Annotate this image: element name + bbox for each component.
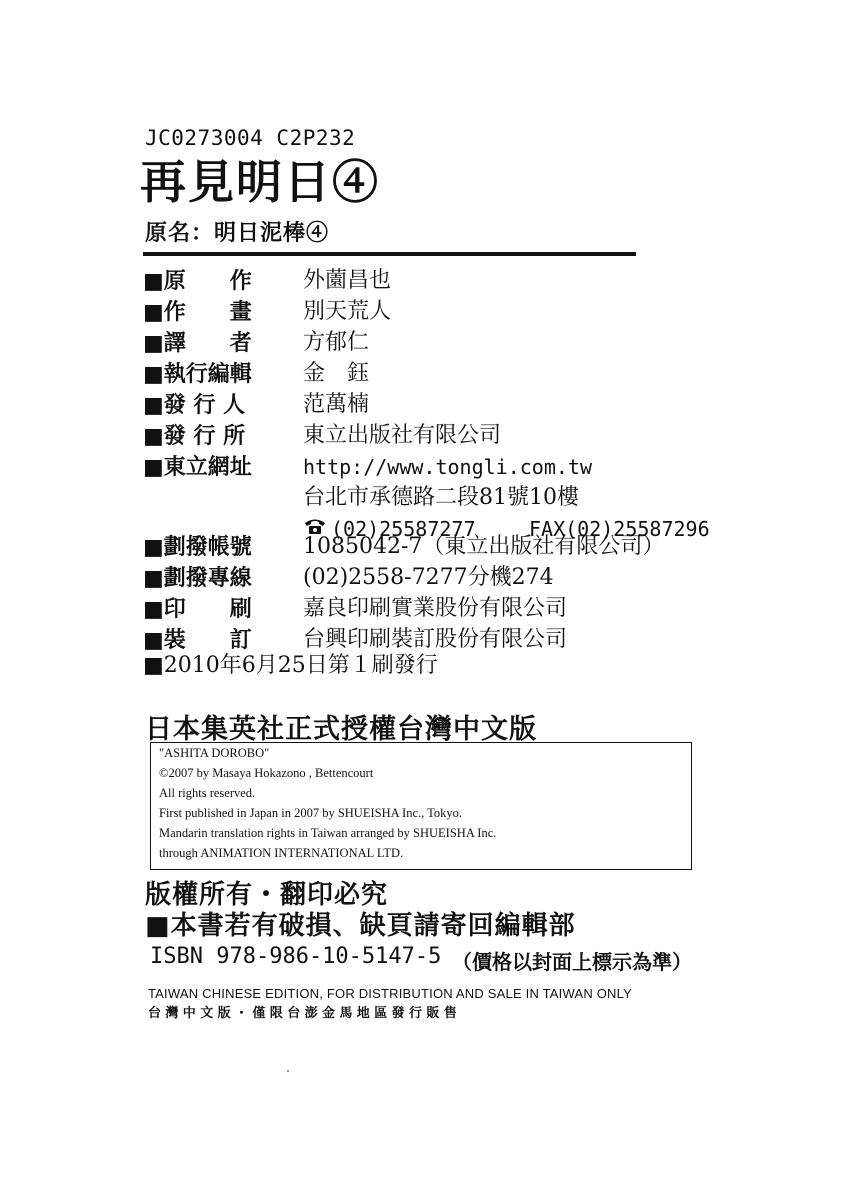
stray-mark (287, 1070, 289, 1072)
credit-label: ■劃撥專線 (143, 565, 252, 591)
license-line: "ASHITA DOROBO" (159, 746, 270, 760)
edition-notice-en: TAIWAN CHINESE EDITION, FOR DISTRIBUTION AND SALE IN TAIWAN ONLY (148, 986, 632, 1001)
title-divider (143, 252, 636, 256)
credit-label: ■發 行 人 (143, 392, 246, 418)
credit-value: (02)2558-7277分機274 (303, 565, 554, 590)
credit-value: 范萬楠 (303, 392, 370, 417)
credit-label: ■裝 訂 (143, 627, 252, 653)
credit-value: 嘉良印刷實業股份有限公司 (303, 596, 568, 621)
credit-label: ■發 行 所 (143, 423, 246, 449)
print-date: ■2010年6月25日第１刷發行 (143, 653, 438, 678)
credit-value: 金 鈺 (303, 361, 370, 386)
original-title: 原名：明日泥棒④ (145, 220, 330, 246)
credit-value: 台興印刷裝訂股份有限公司 (303, 627, 568, 652)
credit-label: ■譯 者 (143, 330, 252, 356)
phone-number: (02)25587277 (331, 517, 476, 541)
license-line: All rights reserved. (159, 786, 256, 800)
license-line: Mandarin translation rights in Taiwan arranged by SHUEISHA Inc. (159, 826, 497, 840)
license-line: through ANIMATION INTERNATIONAL LTD. (159, 846, 404, 860)
address: 台北市承德路二段81號10樓 (303, 485, 579, 510)
authorization-notice: 日本集英社正式授權台灣中文版 (145, 714, 537, 745)
damage-notice: ■本書若有破損、缺頁請寄回編輯部 (145, 911, 576, 941)
license-line: First published in Japan in 2007 by SHUEISHA Inc., Tokyo. (159, 806, 463, 820)
book-title: 再見明日④ (140, 155, 380, 209)
credit-value: 方郁仁 (303, 330, 370, 355)
price-note: （價格以封面上標示為準） (452, 950, 692, 974)
fax-number: FAX(02)25587296 (529, 517, 710, 541)
credit-label: ■印 刷 (143, 596, 252, 622)
product-code: JC0273004 C2P232 (145, 126, 356, 150)
credit-value: 外薗昌也 (303, 268, 392, 293)
credit-label: ■執行編輯 (143, 361, 252, 387)
credit-label: ■作 畫 (143, 299, 252, 325)
license-line: ©2007 by Masaya Hokazono , Bettencourt (159, 766, 374, 780)
isbn: ISBN 978-986-10-5147-5 (150, 944, 442, 969)
credit-value: 東立出版社有限公司 (303, 423, 502, 448)
credit-value: 別天荒人 (303, 299, 392, 324)
credit-value: 1085042-7（東立出版社有限公司） (303, 534, 665, 559)
credit-label: ■劃撥帳號 (143, 534, 252, 560)
credit-label: ■原 作 (143, 268, 252, 294)
license-box (150, 742, 692, 870)
edition-notice-zh: 台灣中文版・僅限台澎金馬地區發行販售 (148, 1006, 462, 1021)
website-link[interactable]: http://www.tongli.com.tw (303, 455, 592, 479)
rights-notice: 版權所有・翻印必究 (145, 880, 389, 910)
credit-label: ■東立網址 (143, 454, 252, 480)
